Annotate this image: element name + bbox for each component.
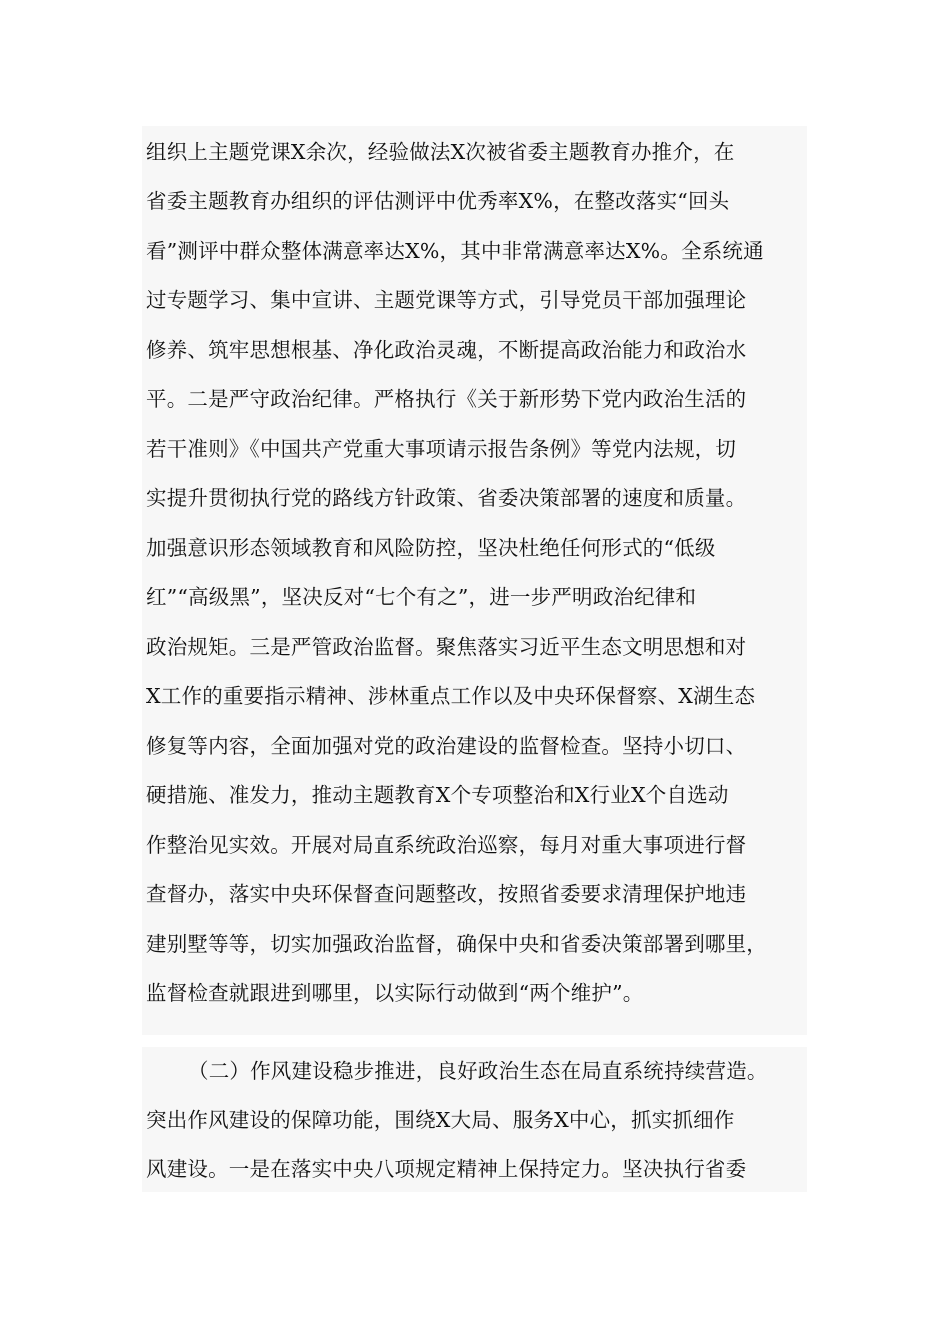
text-line: 查督办，落实中央环保督查问题整改，按照省委要求清理保护地违 (146, 882, 747, 906)
text-line: 加强意识形态领域教育和风险防控，坚决杜绝任何形式的“低级 (146, 536, 716, 560)
text-line: 红”“高级黑”，坚决反对“七个有之”，进一步严明政治纪律和 (146, 585, 697, 609)
text-line: 政治规矩。三是严管政治监督。聚焦落实习近平生态文明思想和对 (146, 635, 747, 659)
text-line: 平。二是严守政治纪律。严格执行《关于新形势下党内政治生活的 (146, 387, 747, 411)
paragraph-block-1 (142, 126, 807, 1035)
text-line: 若干准则》《中国共产党重大事项请示报告条例》等党内法规，切 (146, 437, 737, 461)
text-line: 组织上主题党课X余次，经验做法X次被省委主题教育办推介，在 (146, 140, 735, 164)
text-line: 修复等内容，全面加强对党的政治建设的监督检查。坚持小切口、 (146, 734, 747, 758)
text-line: 建别墅等等，切实加强政治监督，确保中央和省委决策部署到哪里， (146, 932, 767, 956)
text-line: 看”测评中群众整体满意率达X%，其中非常满意率达X%。全系统通 (146, 239, 764, 263)
text-line: 突出作风建设的保障功能，围绕X大局、服务X中心，抓实抓细作 (146, 1108, 735, 1132)
text-line: 风建设。一是在落实中央八项规定精神上保持定力。坚决执行省委 (146, 1157, 747, 1181)
text-line: 作整治见实效。开展对局直系统政治巡察，每月对重大事项进行督 (146, 833, 747, 857)
text-line: 修养、筑牢思想根基、净化政治灵魂，不断提高政治能力和政治水 (146, 338, 747, 362)
paragraph-block-2 (142, 1047, 807, 1192)
text-line: 监督检查就跟进到哪里，以实际行动做到“两个维护”。 (146, 981, 644, 1005)
text-line: X工作的重要指示精神、涉林重点工作以及中央环保督察、X湖生态 (146, 684, 756, 708)
text-line: 过专题学习、集中宣讲、主题党课等方式，引导党员干部加强理论 (146, 288, 747, 312)
section-heading-line: （二）作风建设稳步推进，良好政治生态在局直系统持续营造。 (188, 1059, 768, 1083)
text-line: 省委主题教育办组织的评估测评中优秀率X%，在整改落实“回头 (146, 189, 730, 213)
text-line: 实提升贯彻执行党的路线方针政策、省委决策部署的速度和质量。 (146, 486, 747, 510)
text-line: 硬措施、准发力，推动主题教育X个专项整治和X行业X个自选动 (146, 783, 729, 807)
